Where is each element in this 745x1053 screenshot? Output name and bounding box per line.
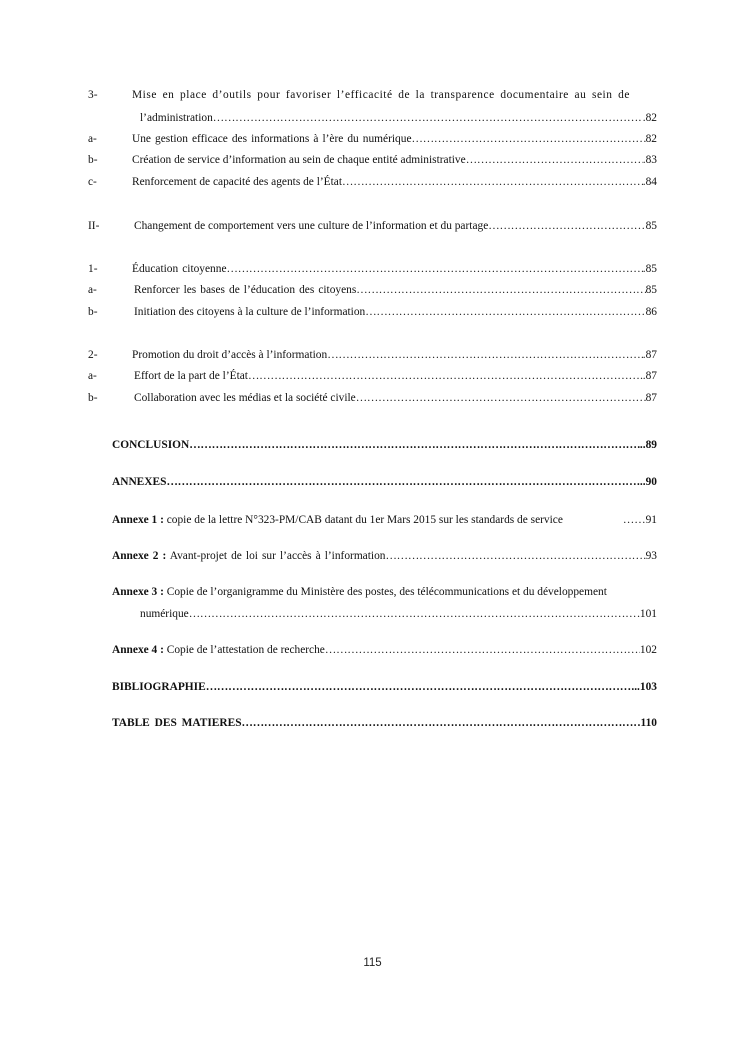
toc-page-number: ...103 <box>631 681 657 693</box>
toc-page-number: ……91 <box>622 514 657 526</box>
toc-entry-label: Renforcer les bases de l’éducation des citoyens <box>134 284 357 296</box>
toc-entry-label: copie de la lettre N°323-PM/CAB datant du 1er Mars 2015 sur les standards de service <box>163 514 563 526</box>
toc-marker: b- <box>88 154 98 166</box>
dot-leaders <box>248 369 643 383</box>
toc-entry-label: Une gestion efficace des informations à l’ère du numérique <box>132 133 412 145</box>
dot-leaders <box>412 132 646 146</box>
toc-page-number: 85 <box>645 284 657 296</box>
toc-entry-label: Création de service d’information au sein de chaque entité administrative <box>132 154 466 166</box>
toc-page-number: 93 <box>645 550 657 562</box>
toc-page-number: .84 <box>642 176 657 188</box>
toc-marker: c- <box>88 176 97 188</box>
toc-page-number: 87 <box>645 392 657 404</box>
toc-entry-label: numérique <box>140 608 189 620</box>
toc-page-number: 110 <box>640 717 657 729</box>
annexe-prefix: Annexe 2 : <box>112 550 167 562</box>
toc-page-number: 86 <box>645 306 657 318</box>
toc-marker: a- <box>88 370 97 382</box>
annexe-prefix: Annexe 4 : <box>112 644 164 656</box>
dot-leaders <box>189 607 637 621</box>
toc-page-number: 82 <box>645 133 657 145</box>
dot-leaders <box>365 305 645 319</box>
toc-marker: b- <box>88 392 98 404</box>
toc-entry-label: Promotion du droit d’accès à l’information <box>132 349 328 361</box>
toc-entry-label: Effort de la part de l’État <box>134 370 248 382</box>
toc-marker: b- <box>88 306 98 318</box>
toc-entry-label: TABLE DES MATIERES <box>112 717 242 729</box>
dot-leaders <box>325 643 640 657</box>
toc-entry-label: l’administration <box>140 112 213 124</box>
toc-entry-label: Copie de l’attestation de recherche <box>163 644 325 656</box>
toc-entry-label: Initiation des citoyens à la culture de l’information <box>134 306 366 318</box>
dot-leaders <box>342 175 643 189</box>
dot-leaders <box>488 219 645 233</box>
annexe-prefix: Annexe 1 : <box>112 514 164 526</box>
toc-entry-label: Éducation citoyenne <box>132 263 227 275</box>
toc-marker: a- <box>88 133 97 145</box>
toc-page-number: .82 <box>642 112 657 124</box>
toc-entry-label: Renforcement de capacité des agents de l’État <box>132 176 342 188</box>
toc-page-number: .83 <box>642 154 657 166</box>
toc-entry-label: Copie de l’organigramme du Ministère des postes, des télécommunications et du développement <box>163 586 607 598</box>
toc-page-number: .85 <box>642 263 657 275</box>
toc-marker: 2- <box>88 349 98 361</box>
toc-page-number: 85 <box>645 220 657 232</box>
dot-leaders <box>385 549 645 563</box>
dot-leaders <box>166 475 639 489</box>
dot-leaders <box>189 438 640 452</box>
toc-entry-label: ANNEXES <box>112 476 167 488</box>
dot-leaders <box>327 348 643 362</box>
dot-leaders <box>206 680 632 694</box>
toc-page-number: .87 <box>642 349 657 361</box>
dot-leaders <box>227 262 643 276</box>
toc-entry-label: CONCLUSION <box>112 439 190 451</box>
toc-marker: 3- <box>88 89 98 101</box>
dot-leaders <box>213 111 643 125</box>
annexe-prefix: Annexe 3 : <box>112 586 164 598</box>
dot-leaders <box>356 283 645 297</box>
toc-marker: II- <box>88 220 100 232</box>
toc-marker: 1- <box>88 263 98 275</box>
toc-page-number: 102 <box>639 644 657 656</box>
toc-page-number: ..90 <box>639 476 657 488</box>
page-number: 115 <box>363 957 382 969</box>
toc-entry-label: BIBLIOGRAPHIE <box>112 681 206 693</box>
toc-marker: a- <box>88 284 97 296</box>
toc-page-number: ..89 <box>639 439 657 451</box>
toc-entry-label: Mise en place d’outils pour favoriser l’efficacité de la transparence documentaire au sein de <box>132 89 630 101</box>
dot-leaders <box>242 716 641 730</box>
toc-entry-label: Avant-projet de loi sur l’accès à l’information <box>166 550 386 562</box>
dot-leaders <box>356 391 646 405</box>
toc-page-number: .101 <box>637 608 657 620</box>
toc-page-number: .87 <box>642 370 657 382</box>
toc-entry-label: Changement de comportement vers une culture de l’information et du partage <box>134 220 489 232</box>
toc-entry-label: Collaboration avec les médias et la société civile <box>134 392 356 404</box>
dot-leaders <box>466 153 643 167</box>
